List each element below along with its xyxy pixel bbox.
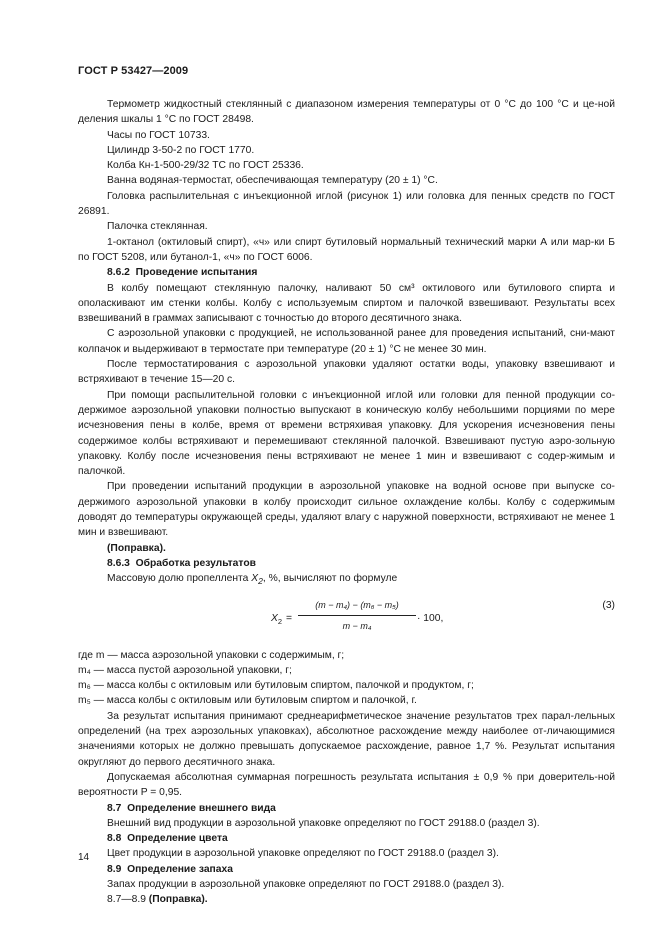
- paragraph: За результат испытания принимают среднеарифметическое значение результатов трех парал-лельных определений (на трех аэрозольных упаковках), абсолютное расхождение между наиболее от-личающимися значениями которых не должно превышать допускаемое расхождение, равное 1,7 %. Результат испытания округляют до первого десятичного знака.: [78, 710, 615, 768]
- paragraph: Допускаемая абсолютная суммарная погрешность результата испытания ± 0,9 % при доверитель-ной вероятности P = 0,95.: [78, 771, 615, 799]
- formula-numerator: (m − m₄) − (m₆ − m₅): [298, 598, 416, 616]
- paragraph: Термометр жидкостный стеклянный с диапазоном измерения температуры от 0 °C до 100 °C и це-ной деления шкалы 1 °C по ГОСТ 28498.: [78, 99, 615, 126]
- document-body: [78, 97, 615, 908]
- paragraph: Цилиндр 3-50-2 по ГОСТ 1770.: [107, 144, 255, 156]
- section-heading-8-6-3: [78, 556, 615, 571]
- paragraph: Запах продукции в аэрозольной упаковке определяют по ГОСТ 29188.0 (раздел 3).: [107, 879, 505, 890]
- formula-tail: · 100,: [417, 612, 444, 624]
- paragraph: При проведении испытаний продукции в аэрозольной упаковке на водной основе при выпуске со-держимого аэрозольной упаковки в колбу происходит сильное охлаждение колбы. Колбу с содержимым доводят до температуры окружающей среды, удаляют влагу с наружной поверхности, встряхивают не менее 1 мин и взвешивают.: [78, 481, 615, 539]
- section-heading-8-6-2: [78, 265, 615, 280]
- formula-equals: =: [286, 612, 293, 624]
- paragraph: Часы по ГОСТ 10733.: [107, 129, 210, 141]
- formula-3: [78, 598, 615, 642]
- document-header: ГОСТ Р 53427—2009: [78, 65, 189, 77]
- paragraph: После термостатирования с аэрозольной упаковки удаляют остатки воды, упаковку взвешивают и встряхивают в течение 15—20 с.: [78, 359, 615, 386]
- variable-definition: m₅ — масса колбы с октиловым или бутиловым спиртом и палочкой, г.: [78, 695, 417, 707]
- section-title: Обработка результатов: [135, 557, 256, 569]
- formula-number: (3): [602, 599, 615, 611]
- paragraph: 1-октанол (октиловый спирт), «ч» или спирт бутиловый нормальный технический марки А или мар-ки Б по ГОСТ 5208, или бутанол-1, «ч» по ГОСТ 6006.: [78, 236, 615, 263]
- section-title: Проведение испытания: [135, 267, 258, 279]
- paragraph: Палочка стеклянная.: [107, 221, 208, 233]
- formula-denominator: m − m₄: [342, 620, 372, 631]
- section-number: 8.6.3: [107, 557, 130, 569]
- section-number: 8.6.2: [107, 267, 130, 279]
- paragraph: Цвет продукции в аэрозольной упаковке определяют по ГОСТ 29188.0 (раздел 3).: [107, 848, 499, 860]
- amendment-note: (Поправка).: [107, 542, 166, 554]
- amendment-note: 8.7—8.9 (Поправка).: [107, 894, 208, 906]
- formula-fraction: [298, 598, 416, 635]
- variable-definition: m₄ — масса пустой аэрозольной упаковки, г;: [78, 664, 292, 676]
- paragraph: Головка распылительная с инъекционной иглой (рисунок 1) или головка для пенных средств по ГОСТ 26891.: [78, 190, 615, 218]
- paragraph: Колба Кн-1-500-29/32 ТС по ГОСТ 25336.: [107, 160, 304, 172]
- formula-lhs: $X_2$: [271, 612, 283, 626]
- paragraph: Массовую долю пропеллента $X_2$, %, вычисляют по формуле: [107, 573, 398, 587]
- variable-definition: m₆ — масса колбы с октиловым или бутиловым спиртом, палочкой и продуктом, г;: [78, 680, 474, 692]
- symbol-x2: $X_2$: [251, 573, 263, 587]
- page-number: 14: [78, 852, 90, 863]
- paragraph: В колбу помещают стеклянную палочку, наливают 50 см³ октилового или бутилового спирта и ополаскивают им стенки колбы. Колбу с используемым спиртом и палочкой взвешивают. Результаты всех взвешиваний в граммах записывают с точностью до второго десятичного знака.: [78, 282, 615, 325]
- paragraph: Внешний вид продукции в аэрозольной упаковке определяют по ГОСТ 29188.0 (раздел 3).: [107, 817, 540, 829]
- section-heading-8-8: 8.8 Определение цвета: [107, 833, 228, 845]
- variable-definition: где m — масса аэрозольной упаковки с содержимым, г;: [78, 649, 345, 661]
- section-heading-8-9: 8.9 Определение запаха: [107, 863, 233, 875]
- paragraph: Ванна водяная-термостат, обеспечивающая температуру (20 ± 1) °C.: [107, 175, 438, 187]
- paragraph: С аэрозольной упаковки с продукцией, не использованной ранее для проведения испытаний, сни-мают колпачок и выдерживают в термостате при температуре (20 ± 1) °C не менее 30 мин.: [78, 328, 615, 355]
- paragraph: При помощи распылительной головки с инъекционной иглой или головки для пенной продукции со-держимое аэрозольной упаковки полностью выпускают в коническую колбу небольшими порциями по мере исчезновения пены в колбе, время от времени встряхивая упаковку. Для ускорения исчезновения пены содержимое колбы встряхивают и перемешивают стеклянной палочкой. Взвешивают пустую аэро-зольную упаковку. Колбу после исчезновения пены встряхивают не менее 1 мин и взвешивают с содер-жимым и палочкой.: [78, 389, 615, 478]
- section-heading-8-7: 8.7 Определение внешнего вида: [107, 802, 276, 814]
